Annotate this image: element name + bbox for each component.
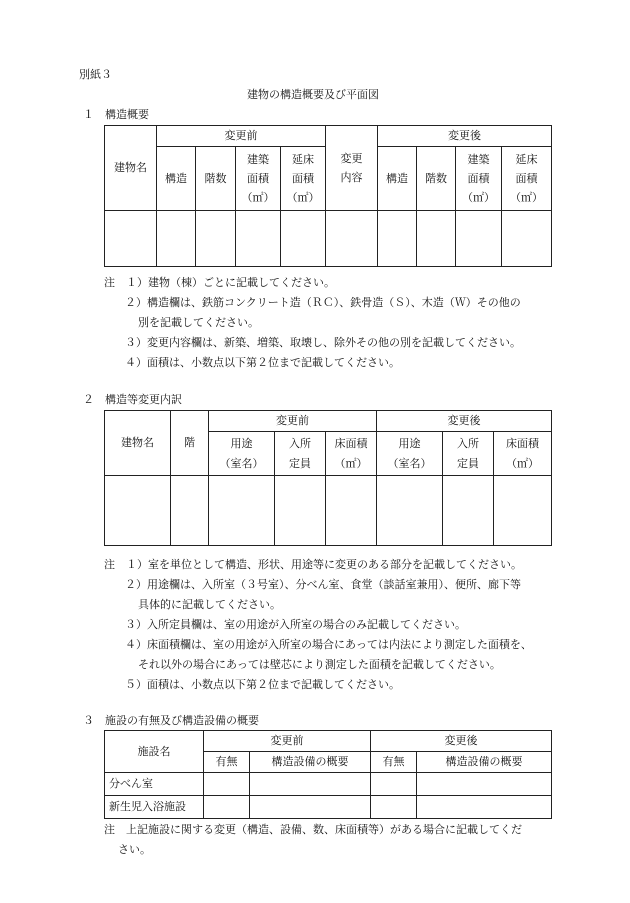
header-building-name: 建物名 (105, 126, 157, 211)
note-1-2: ２）構造欄は、鉄筋コンクリート造（ＲＣ）、鉄骨造（Ｓ）、木造（Ｗ）その他の (125, 296, 521, 309)
table-row (105, 796, 552, 819)
header-floor: 階 (171, 411, 209, 476)
header-floor-area-after: 床面積 （㎡） (494, 432, 552, 476)
section-3-title: ３ 施設の有無及び構造設備の概要 (83, 714, 259, 727)
note-1-4: ４）面積は、小数点以下第２位まで記載してください。 (125, 356, 400, 369)
header-structure-after: 構造 (378, 147, 417, 211)
facility-table (104, 730, 552, 819)
note-3-1: 注 上記施設に関する変更（構造、設備、数、床面積等）がある場合に記載してくだ (104, 823, 522, 836)
header-after-2: 変更後 (377, 411, 552, 432)
note-1-1: 注 １）建物（棟）ごとに記載してください。 (104, 276, 335, 289)
header-building-name-2: 建物名 (105, 411, 171, 476)
header-total-floor-area-after: 延床 面積 （㎡） (502, 147, 552, 211)
header-use-after: 用途 （室名） (377, 432, 443, 476)
note-2-4: ４）床面積欄は、室の用途が入所室の場合にあっては内法により測定した面積を、 (125, 638, 532, 651)
note-2-4-cont: それ以外の場合にあっては壁芯により測定した面積を記載してください。 (138, 658, 501, 671)
facility-newborn-bath: 新生児入浴施設 (105, 796, 204, 819)
header-capacity: 入所 定員 (275, 432, 326, 476)
header-before: 変更前 (157, 126, 326, 147)
header-floors: 階数 (196, 147, 236, 211)
note-2-3: ３）入所定員欄は、室の用途が入所室の場合のみ記載してください。 (125, 618, 466, 631)
structure-overview-table (104, 125, 552, 267)
attachment-label: 別紙３ (79, 68, 112, 81)
header-structure: 構造 (157, 147, 196, 211)
header-building-area: 建築 面積 （㎡） (236, 147, 281, 211)
header-use: 用途 （室名） (209, 432, 275, 476)
header-after: 変更後 (378, 126, 552, 147)
header-after-3: 変更後 (371, 731, 552, 752)
header-exists-after: 有無 (371, 752, 417, 773)
header-floor-area: 床面積 （㎡） (326, 432, 377, 476)
header-facility-name: 施設名 (105, 731, 204, 773)
note-3-1-cont: さい。 (118, 843, 151, 856)
header-summary-after: 構造設備の概要 (417, 752, 552, 773)
note-2-1: 注 １）室を単位として構造、形状、用途等に変更のある部分を記載してください。 (104, 558, 522, 571)
header-exists: 有無 (204, 752, 250, 773)
section-1-title: １ 構造概要 (83, 108, 149, 121)
table-row (105, 476, 552, 546)
note-2-2-cont: 具体的に記載してください。 (138, 598, 281, 611)
header-capacity-after: 入所 定員 (443, 432, 494, 476)
header-before-3: 変更前 (204, 731, 371, 752)
facility-delivery-room: 分べん室 (105, 773, 204, 796)
note-1-3: ３）変更内容欄は、新築、増築、取壊し、除外その他の別を記載してください。 (125, 336, 521, 349)
structure-change-table (104, 410, 552, 546)
table-row (105, 211, 552, 267)
table-row (105, 773, 552, 796)
header-building-area-after: 建築 面積 （㎡） (456, 147, 502, 211)
header-change-content: 変更 内容 (326, 126, 378, 211)
note-1-2-cont: 別を記載してください。 (138, 316, 259, 329)
header-total-floor-area: 延床 面積 （㎡） (281, 147, 326, 211)
header-floors-after: 階数 (417, 147, 456, 211)
document-title: 建物の構造概要及び平面図 (247, 88, 379, 101)
note-2-5: ５）面積は、小数点以下第２位まで記載してください。 (125, 678, 400, 691)
section-2-title: ２ 構造等変更内訳 (83, 393, 182, 406)
header-summary: 構造設備の概要 (250, 752, 371, 773)
header-before-2: 変更前 (209, 411, 377, 432)
note-2-2: ２）用途欄は、入所室（３号室）、分べん室、食堂（談話室兼用）、便所、廊下等 (125, 578, 521, 591)
